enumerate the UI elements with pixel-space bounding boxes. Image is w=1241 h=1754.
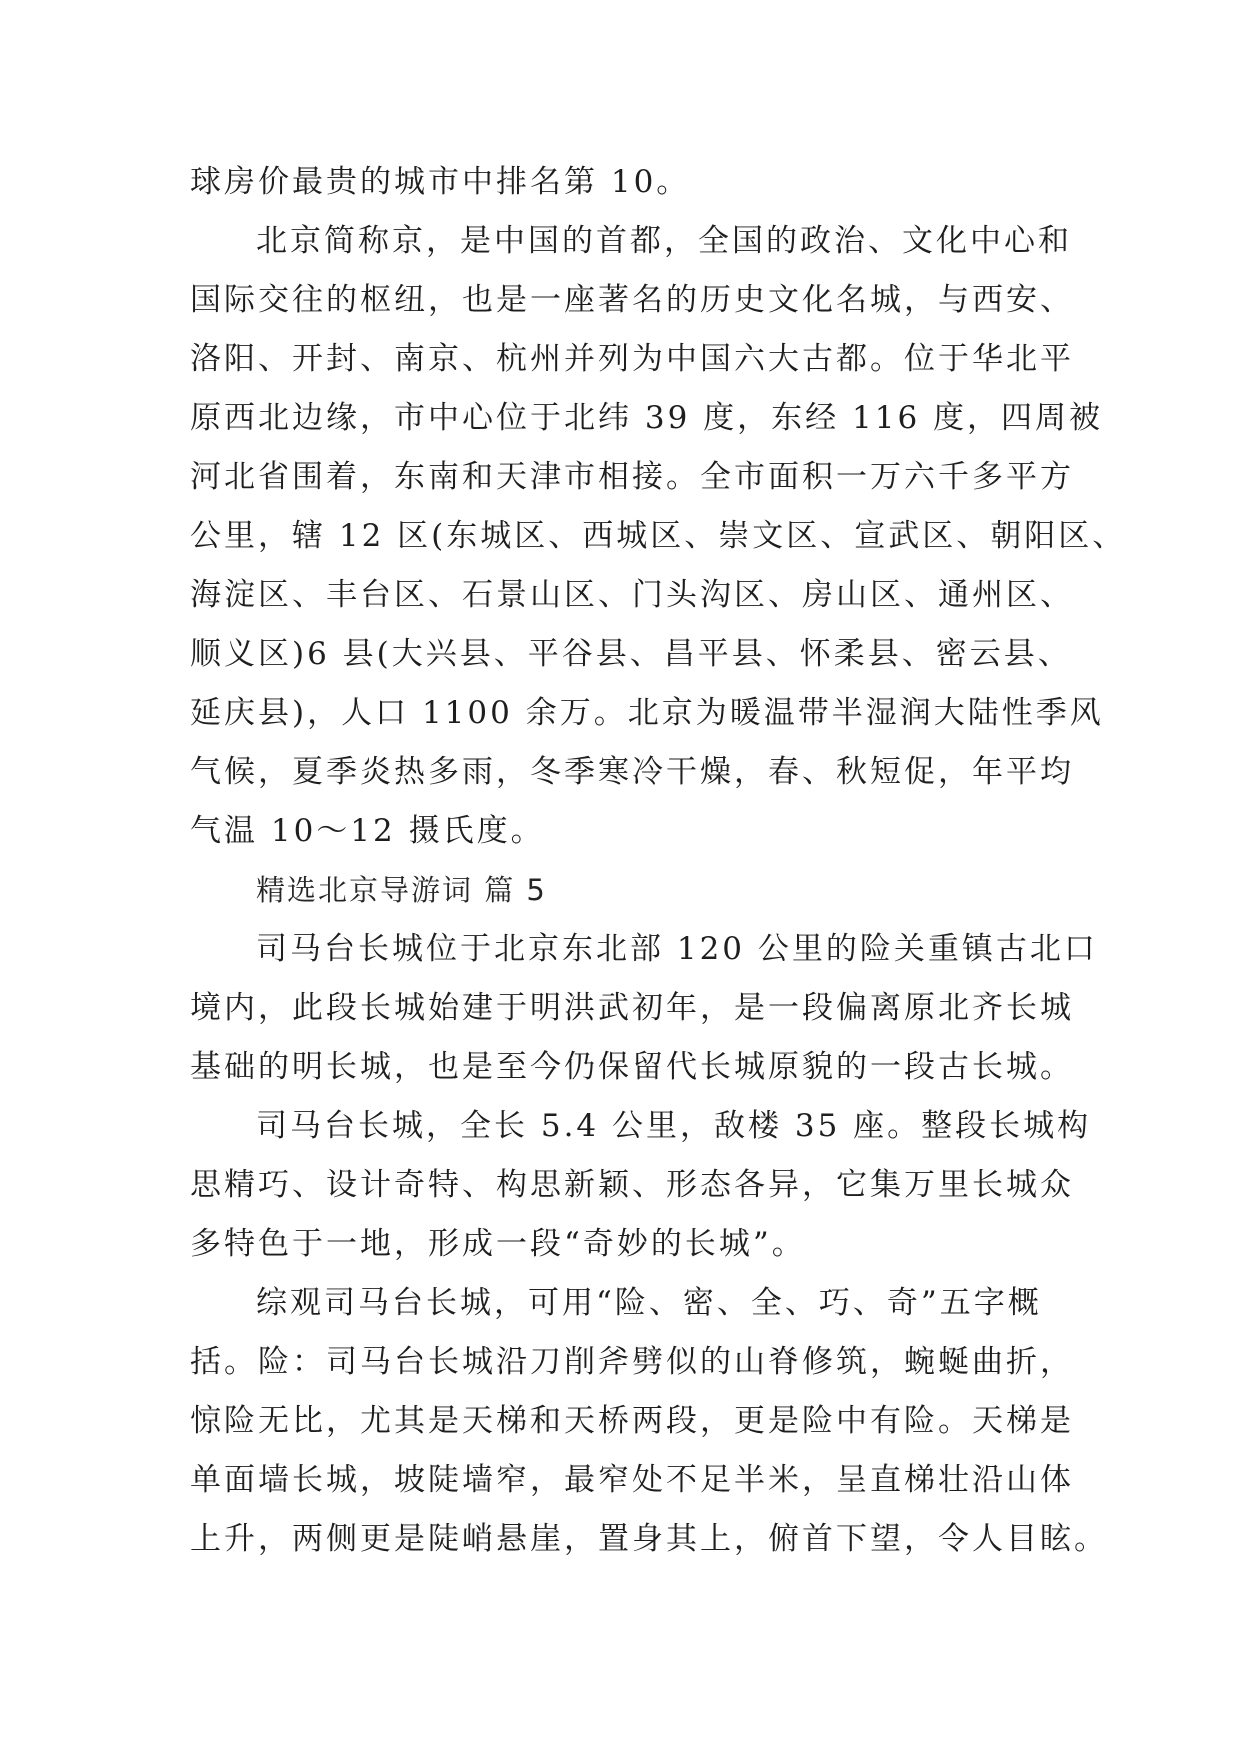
- text-line: 基础的明长城，也是至今仍保留代长城原貌的一段古长城。: [190, 1049, 1074, 1085]
- text-line: 括。险：司马台长城沿刀削斧劈似的山脊修筑，蜿蜒曲折，: [190, 1344, 1074, 1380]
- paragraph-first-line: 司马台长城，全长 5.4 公里，敌楼 35 座。整段长城构: [256, 1108, 1092, 1144]
- text-line: 球房价最贵的城市中排名第 10。: [190, 164, 691, 200]
- text-line: 海淀区、丰台区、石景山区、门头沟区、房山区、通州区、: [190, 577, 1074, 613]
- text-line: 公里，辖 12 区(东城区、西城区、崇文区、宣武区、朝阳区、: [190, 518, 1127, 554]
- text-line: 顺义区)6 县(大兴县、平谷县、昌平县、怀柔县、密云县、: [190, 636, 1072, 672]
- text-line: 单面墙长城，坡陡墙窄，最窄处不足半米，呈直梯壮沿山体: [190, 1462, 1074, 1498]
- text-line: 气温 10～12 摄氏度。: [190, 813, 545, 849]
- text-line: 国际交往的枢纽，也是一座著名的历史文化名城，与西安、: [190, 282, 1074, 318]
- text-line: 境内，此段长城始建于明洪武初年，是一段偏离原北齐长城: [190, 990, 1074, 1026]
- text-line: 思精巧、设计奇特、构思新颖、形态各异，它集万里长城众: [190, 1167, 1074, 1203]
- text-line: 多特色于一地，形成一段“奇妙的长城”。: [190, 1226, 806, 1262]
- paragraph-first-line: 北京简称京，是中国的首都，全国的政治、文化中心和: [256, 223, 1072, 259]
- text-line: 洛阳、开封、南京、杭州并列为中国六大古都。位于华北平: [190, 341, 1074, 377]
- text-line: 原西北边缘，市中心位于北纬 39 度，东经 116 度，四周被: [190, 400, 1104, 436]
- paragraph-first-line: 司马台长城位于北京东北部 120 公里的险关重镇古北口: [256, 931, 1098, 967]
- document-body: [190, 153, 1127, 1569]
- text-line: 惊险无比，尤其是天梯和天桥两段，更是险中有险。天梯是: [190, 1403, 1074, 1439]
- paragraph-first-line: 综观司马台长城，可用“险、密、全、巧、奇”五字概: [256, 1285, 1042, 1321]
- text-line: 上升，两侧更是陡峭悬崖，置身其上，俯首下望，令人目眩。: [190, 1521, 1108, 1557]
- text-line: 气候，夏季炎热多雨，冬季寒冷干燥，春、秋短促，年平均: [190, 754, 1074, 790]
- section-heading: 精选北京导游词 篇 5: [256, 873, 547, 907]
- text-line: 延庆县)，人口 1100 余万。北京为暖温带半湿润大陆性季风: [190, 695, 1104, 731]
- text-line: 河北省围着，东南和天津市相接。全市面积一万六千多平方: [190, 459, 1074, 495]
